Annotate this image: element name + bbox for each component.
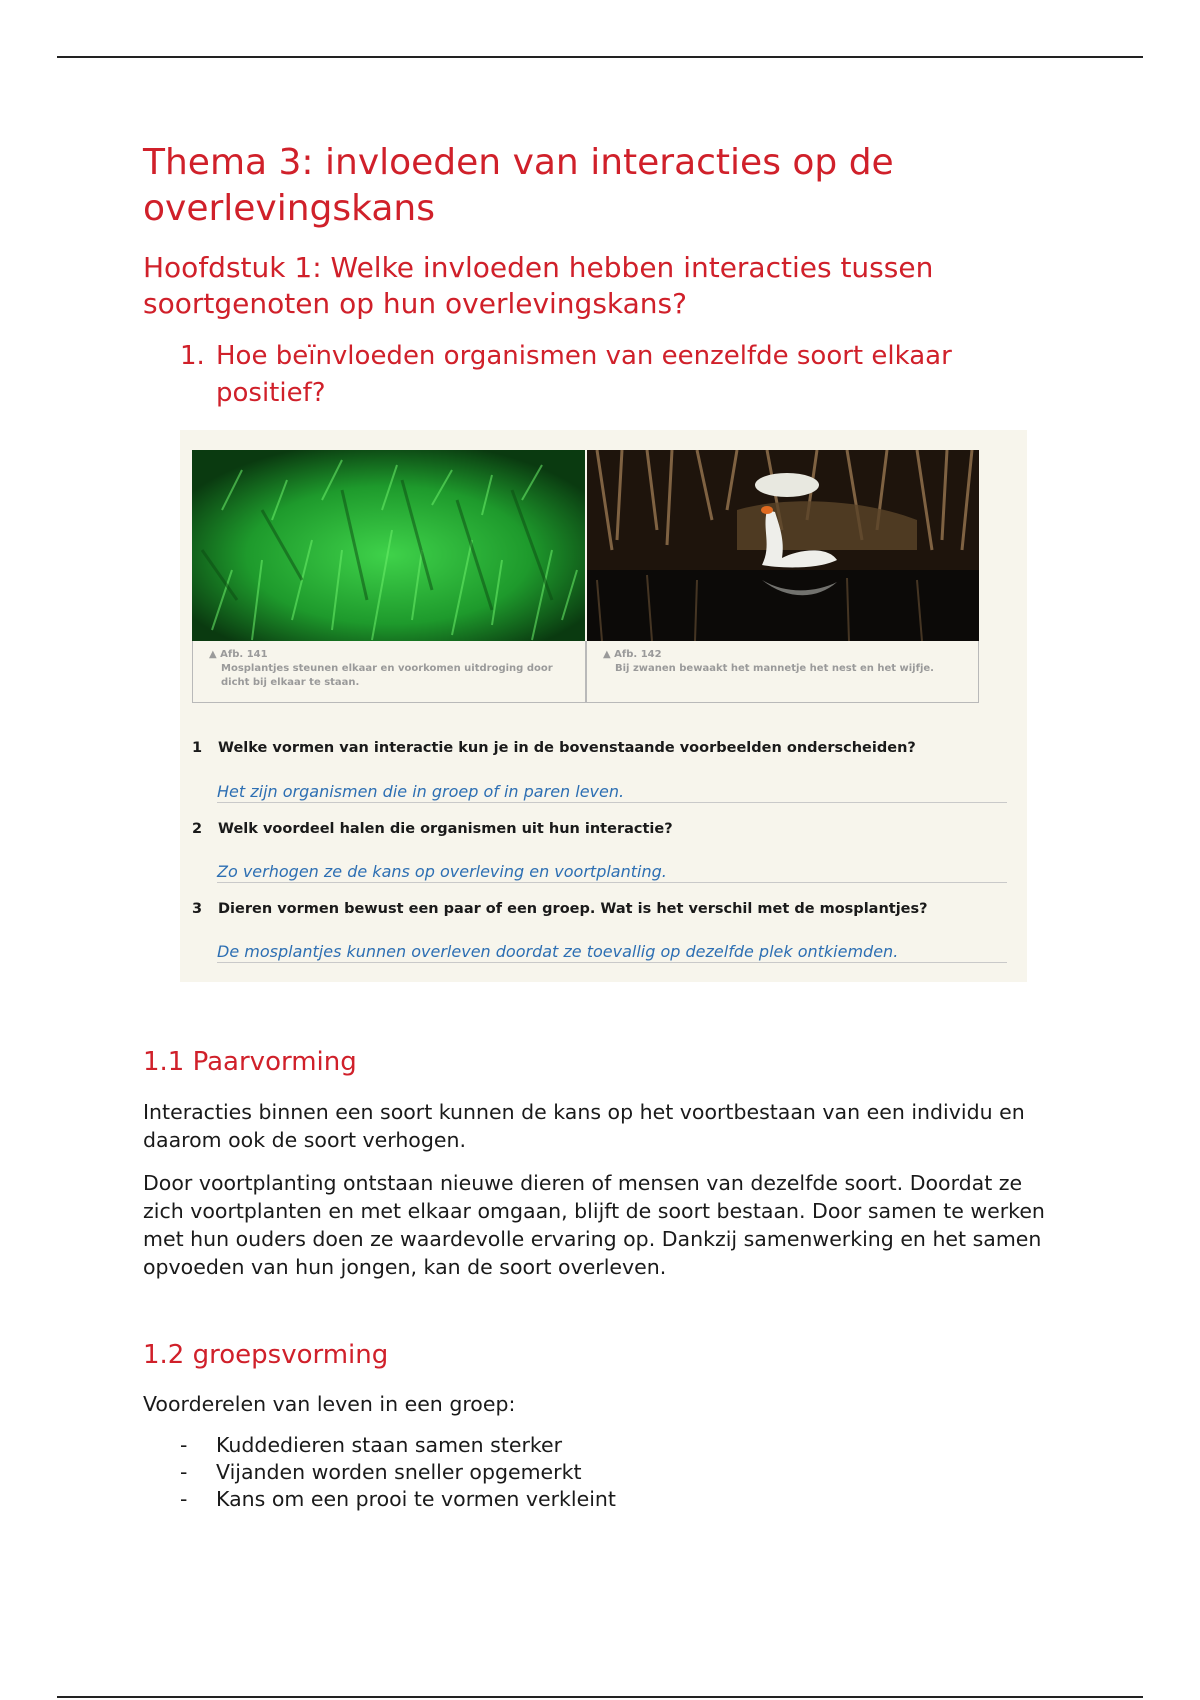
top-rule (57, 56, 1143, 58)
exercise-answer: De mosplantjes kunnen overleven doordat ze toevallig op dezelfde plek ontkiemden. (217, 942, 1007, 963)
list-item (180, 1459, 616, 1486)
list-item-text: Kans om een prooi te vormen verkleint (216, 1487, 616, 1511)
figure-caption: Mosplantjes steunen elkaar en voorkomen uitdroging door dicht bij elkaar te staan. (221, 663, 553, 688)
exercise-question-text: Welke vormen van interactie kun je in de bovenstaande voorbeelden onderscheiden? (218, 740, 916, 756)
section-heading-paarvorming: 1.1 Paarvorming (143, 1047, 357, 1077)
list-item (180, 1432, 616, 1459)
list-item-text: Kuddedieren staan samen sterker (216, 1433, 563, 1457)
list-item (180, 1486, 616, 1513)
list-item-text: Vijanden worden sneller opgemerkt (216, 1460, 582, 1484)
moss-illustration (192, 450, 585, 641)
figure-label: ▲ Afb. 142 (603, 649, 662, 660)
exercise-number: 1 (192, 740, 203, 756)
figure-caption-box (586, 641, 979, 703)
question-text: Hoe beïnvloeden organismen van eenzelfde soort elkaar positief? (216, 341, 952, 408)
figure-caption-box (192, 641, 586, 703)
advantages-list (180, 1432, 616, 1513)
bottom-rule (57, 1696, 1143, 1698)
exercise-question (192, 821, 673, 837)
textbook-excerpt (180, 430, 1027, 982)
exercise-question (192, 740, 916, 756)
moss-photo (192, 450, 585, 641)
list-bullet: - (180, 1487, 188, 1511)
figure-caption: Bij zwanen bewaakt het mannetje het nest en het wijfje. (615, 663, 934, 674)
question-number: 1. (180, 341, 205, 371)
exercise-number: 2 (192, 821, 203, 837)
list-bullet: - (180, 1460, 188, 1484)
swan-photo (587, 450, 979, 641)
swan-illustration (587, 450, 979, 641)
section-heading-groepsvorming: 1.2 groepsvorming (143, 1340, 389, 1370)
paragraph: Voorderelen van leven in een groep: (143, 1392, 516, 1416)
exercise-question (192, 901, 928, 917)
chapter-title: Hoofdstuk 1: Welke invloeden hebben interacties tussen soortgenoten op hun overlevingskans? (143, 251, 934, 320)
paragraph: Interacties binnen een soort kunnen de kans op het voortbestaan van een individu en daarom ook de soort verhogen. (143, 1100, 1025, 1152)
exercise-question-text: Welk voordeel halen die organismen uit hun interactie? (218, 821, 673, 837)
list-bullet: - (180, 1433, 188, 1457)
paragraph: Door voortplanting ontstaan nieuwe dieren of mensen van dezelfde soort. Doordat ze zich voortplanten en met elkaar omgaan, blijft de soort bestaan. Door samen te werken met hun ouders doen ze waardevolle ervaring op. Dankzij samenwerking en het samen opvoeden van hun jongen, kan de soort overleven. (143, 1171, 1045, 1279)
figure-label: ▲ Afb. 141 (209, 649, 268, 660)
exercise-answer: Zo verhogen ze de kans op overleving en voortplanting. (217, 862, 1007, 883)
exercise-number: 3 (192, 901, 203, 917)
theme-title: Thema 3: invloeden van interacties op de overlevingskans (143, 142, 894, 229)
question-heading (180, 338, 1040, 412)
exercise-question-text: Dieren vormen bewust een paar of een groep. Wat is het verschil met de mosplantjes? (218, 901, 928, 917)
exercise-answer: Het zijn organismen die in groep of in paren leven. (217, 782, 1007, 803)
